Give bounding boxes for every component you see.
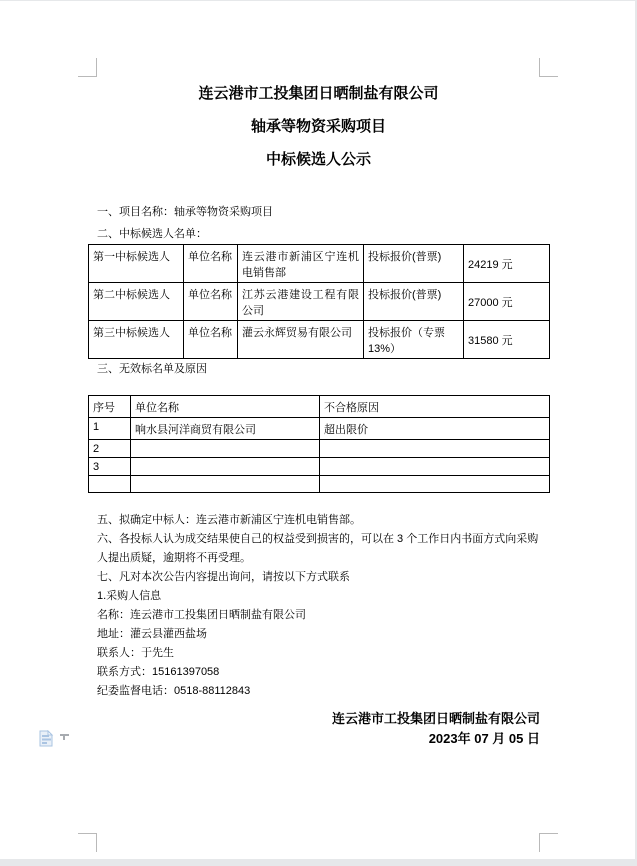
- supervision-phone: 纪委监督电话：0518-88112843: [97, 685, 251, 697]
- invalid-bid-table: [88, 395, 550, 493]
- reject-reason: [320, 476, 550, 493]
- unit-label: 单位名称: [184, 245, 238, 283]
- candidate-table: [88, 244, 550, 359]
- floating-document-icon[interactable]: [39, 730, 54, 747]
- table-header-row: [89, 396, 550, 418]
- section-5-proposed-winner: 五、拟确定中标人：连云港市新浦区宁连机电销售部。: [97, 514, 361, 526]
- purchaser-address: 地址：灌云县灌西盐场: [97, 628, 207, 640]
- purchaser-name: 名称：连云港市工投集团日晒制盐有限公司: [97, 609, 306, 621]
- company-name: 连云港市新浦区宁连机电销售部: [238, 245, 364, 283]
- candidate-rank: 第一中标候选人: [89, 245, 184, 283]
- contact-person: 联系人：于先生: [97, 647, 174, 659]
- bid-price-label: 投标报价(普票): [364, 245, 464, 283]
- unit-label: 单位名称: [184, 321, 238, 359]
- text-boundary-mark-bottom-left: [78, 833, 97, 852]
- col-header-serial: 序号: [89, 396, 131, 418]
- text-boundary-mark-top-left: [78, 58, 97, 77]
- table-row: [89, 440, 550, 458]
- text-anchor-icon: [60, 734, 69, 741]
- serial-number: 3: [89, 458, 131, 476]
- col-header-unit: 单位名称: [131, 396, 320, 418]
- section-6-objection-notice: 六、各投标人认为成交结果使自己的权益受到损害的，可以在 3 个工作日内书面方式向采购人提出质疑，逾期将不再受理。: [97, 533, 539, 564]
- candidate-rank: 第三中标候选人: [89, 321, 184, 359]
- document-page: [0, 1, 635, 859]
- reject-reason: [320, 440, 550, 458]
- serial-number: 1: [89, 418, 131, 440]
- text-boundary-mark-bottom-right: [539, 833, 558, 852]
- company-name: 灌云永辉贸易有限公司: [238, 321, 364, 359]
- col-header-reason: 不合格原因: [320, 396, 550, 418]
- title-line-company: 连云港市工投集团日晒制盐有限公司: [198, 85, 439, 102]
- section-7-contact-intro: 七、凡对本次公告内容提出询问，请按以下方式联系: [97, 571, 350, 583]
- document-icon: [39, 730, 54, 747]
- bid-price-label: 投标报价（专票 13%）: [364, 321, 464, 359]
- bid-price-value: 24219 元: [464, 245, 550, 283]
- table-row: [89, 245, 550, 283]
- unit-label: 单位名称: [184, 283, 238, 321]
- company-name: 响水县河洋商贸有限公司: [131, 418, 320, 440]
- reject-reason: 超出限价: [320, 418, 550, 440]
- purchaser-info-heading: 1.采购人信息: [97, 590, 162, 602]
- company-name: [131, 458, 320, 476]
- section-3-invalid-bids-heading: 三、无效标名单及原因: [97, 363, 207, 375]
- table-row: [89, 458, 550, 476]
- signature-block: [97, 709, 540, 749]
- signature-date: 2023年 07 月 05 日: [428, 731, 540, 746]
- table-row: [89, 476, 550, 493]
- table-row: [89, 418, 550, 440]
- table-row: [89, 283, 550, 321]
- candidate-rank: 第二中标候选人: [89, 283, 184, 321]
- text-boundary-mark-top-right: [539, 58, 558, 77]
- serial-number: [89, 476, 131, 493]
- signature-company: 连云港市工投集团日晒制盐有限公司: [331, 711, 540, 726]
- document-title: [97, 77, 540, 176]
- bid-price-value: 31580 元: [464, 321, 550, 359]
- bid-price-label: 投标报价(普票): [364, 283, 464, 321]
- reject-reason: [320, 458, 550, 476]
- bid-price-value: 27000 元: [464, 283, 550, 321]
- title-line-project: 轴承等物资采购项目: [250, 118, 386, 135]
- table-row: [89, 321, 550, 359]
- title-line-announcement: 中标候选人公示: [265, 151, 371, 168]
- section-1-project-name: 一、项目名称：轴承等物资采购项目: [97, 206, 273, 218]
- serial-number: 2: [89, 440, 131, 458]
- company-name: [131, 476, 320, 493]
- company-name: [131, 440, 320, 458]
- section-2-candidate-list-heading: 二、中标候选人名单：: [97, 228, 207, 240]
- contact-phone: 联系方式：15161397058: [97, 666, 220, 678]
- company-name: 江苏云港建设工程有限公司: [238, 283, 364, 321]
- body-paragraphs: [97, 511, 543, 701]
